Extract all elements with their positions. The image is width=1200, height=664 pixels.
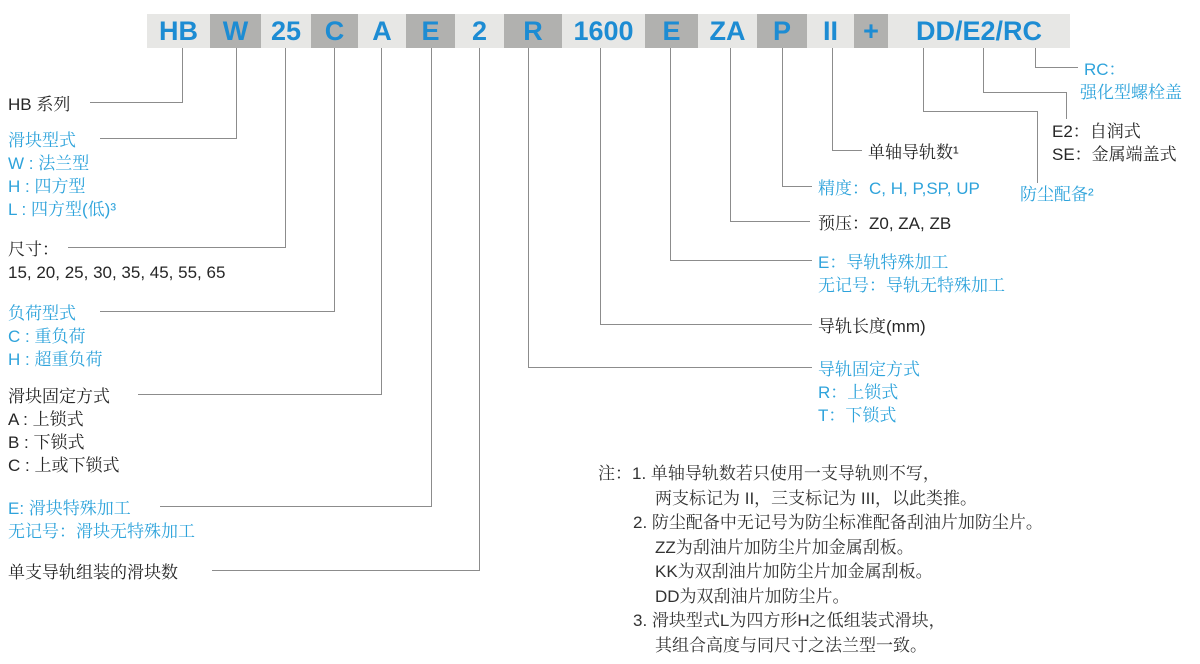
note-line: ZZ为刮油片加防尘片加金属刮板。 [655, 537, 914, 557]
callout-load-type-title: 负荷型式 [8, 304, 76, 323]
code-segment-12: P [757, 14, 807, 48]
note-line: 注：1. 单轴导轨数若只使用一支导轨则不写， [598, 464, 940, 483]
callout-option: C : 重负荷 [8, 327, 86, 346]
callout-series-title: HB 系列 [8, 95, 71, 114]
callout-size [8, 238, 225, 284]
note-line: 2. 防尘配备中无记号为防尘标准配备刮油片加防尘片。 [633, 513, 1043, 532]
callout-option: H : 四方型 [8, 177, 86, 196]
code-segment-11: ZA [698, 14, 757, 48]
callout-option: W : 法兰型 [8, 154, 90, 173]
callout-rail-special [818, 251, 1005, 297]
callout-option: A : 上锁式 [8, 410, 84, 429]
callout-preload-title: 预压：Z0, ZA, ZB [818, 214, 952, 233]
callout-lubrication [1052, 120, 1177, 166]
notes-block [598, 462, 1043, 658]
note-line: 其组合高度与同尺寸之法兰型一致。 [655, 635, 927, 655]
callout-precision-title: 精度：C, H, P,SP, UP [818, 179, 980, 198]
callout-dust-protection-title: 防尘配备² [1020, 185, 1094, 204]
connector-bolt-cap [1035, 48, 1078, 68]
callout-bolt-cap-title: RC： [1084, 60, 1126, 79]
callout-option: C : 上或下锁式 [8, 456, 120, 475]
callout-rail-mounting [818, 358, 920, 427]
callout-option: B : 下锁式 [8, 433, 85, 452]
code-segment-6: E [406, 14, 455, 48]
code-segment-4: C [311, 14, 358, 48]
callout-rail-length-title: 导轨长度(mm) [818, 317, 926, 336]
code-segment-14: + [854, 14, 888, 48]
connector-blocks-per-rail [212, 48, 480, 571]
code-segment-5: A [358, 14, 406, 48]
callout-precision [818, 177, 980, 200]
callout-slider-type-title: 滑块型式 [8, 131, 76, 150]
callout-load-type [8, 302, 102, 371]
callout-dust-protection [1020, 183, 1094, 206]
model-code-bar [147, 14, 1070, 48]
callout-preload [818, 212, 951, 235]
callout-slider-type [8, 129, 116, 221]
code-segment-13: II [807, 14, 854, 48]
callout-series [8, 93, 70, 116]
callout-rail-length [818, 315, 926, 338]
callout-option: 无记号：滑块无特殊加工 [8, 522, 195, 541]
connector-rails-per-axis [832, 48, 862, 151]
callout-block-special-title: E: 滑块特殊加工 [8, 499, 131, 518]
callout-option: E2：自润式 [1052, 122, 1141, 141]
connector-lubrication-drop [1066, 92, 1067, 119]
callout-option: 15, 20, 25, 30, 35, 45, 55, 65 [8, 263, 226, 282]
connector-precision [782, 48, 812, 187]
callout-rails-per-axis [868, 141, 959, 164]
callout-option: R：上锁式 [818, 383, 899, 402]
note-line: DD为双刮油片加防尘片。 [655, 586, 850, 606]
callout-block-mounting [8, 385, 119, 477]
callout-option: 无记号：导轨无特殊加工 [818, 276, 1005, 295]
note-line: KK为双刮油片加防尘片加金属刮板。 [655, 562, 933, 581]
note-line: 两支标记为 II，三支标记为 III，以此类推。 [655, 488, 978, 508]
callout-bolt-cap [1080, 58, 1182, 104]
callout-rail-special-title: E：导轨特殊加工 [818, 253, 949, 272]
code-segment-7: 2 [455, 14, 504, 48]
code-segment-3: 25 [261, 14, 311, 48]
callout-rail-mounting-title: 导轨固定方式 [818, 360, 920, 379]
callout-blocks-per-rail-title: 单支导轨组装的滑块数 [8, 563, 178, 582]
callout-option: SE：金属端盖式 [1052, 145, 1177, 164]
note-line: 3. 滑块型式L为四方形H之低组装式滑块， [633, 611, 946, 630]
code-segment-9: 1600 [562, 14, 645, 48]
code-segment-10: E [645, 14, 698, 48]
callout-option: T：下锁式 [818, 406, 897, 425]
callout-blocks-per-rail [8, 561, 178, 584]
code-segment-15: DD/E2/RC [888, 14, 1070, 48]
callout-option: L : 四方型(低)³ [8, 200, 116, 219]
code-segment-2: W [210, 14, 261, 48]
callout-rails-per-axis-title: 单轴导轨数¹ [868, 143, 959, 162]
callout-size-title: 尺寸： [8, 240, 59, 259]
callout-block-mounting-title: 滑块固定方式 [8, 387, 110, 406]
callout-option: H : 超重负荷 [8, 350, 103, 369]
connector-dust-protection-drop [1037, 111, 1038, 183]
code-segment-1: HB [147, 14, 210, 48]
callout-block-special [8, 497, 195, 543]
code-segment-8: R [504, 14, 562, 48]
callout-option: 强化型螺栓盖 [1080, 83, 1182, 102]
